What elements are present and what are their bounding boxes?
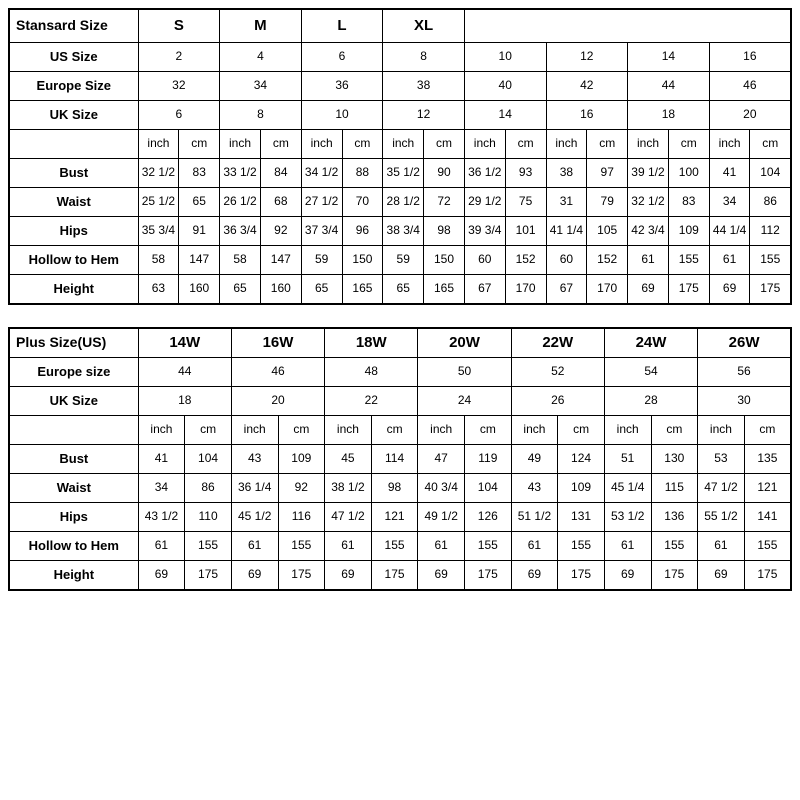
plus-value-cell: 41: [138, 445, 185, 474]
standard-value-cell: 34: [220, 72, 302, 101]
standard-value-cell: 160: [260, 275, 301, 305]
standard-value-cell: 69: [709, 275, 750, 305]
standard-value-cell: 37 3/4: [301, 217, 342, 246]
standard-value-cell: 65: [179, 188, 220, 217]
standard-value-cell: 59: [383, 246, 424, 275]
plus-row-label: [9, 416, 138, 445]
standard-unit-cell: cm: [587, 130, 628, 159]
plus-value-cell: 56: [698, 358, 791, 387]
standard-row: [9, 188, 791, 217]
standard-value-cell: 42 3/4: [628, 217, 669, 246]
plus-value-cell: 104: [185, 445, 232, 474]
plus-row: [9, 387, 791, 416]
plus-value-cell: 28: [604, 387, 697, 416]
plus-row: [9, 503, 791, 532]
standard-value-cell: 86: [750, 188, 791, 217]
plus-row-label: UK Size: [9, 387, 138, 416]
standard-value-cell: 8: [220, 101, 302, 130]
standard-value-cell: 38: [383, 72, 465, 101]
plus-unit-cell: cm: [651, 416, 698, 445]
standard-row: [9, 275, 791, 305]
standard-unit-cell: inch: [220, 130, 261, 159]
standard-value-cell: 61: [709, 246, 750, 275]
plus-row-label: Hips: [9, 503, 138, 532]
standard-value-cell: 4: [220, 43, 302, 72]
plus-value-cell: 69: [325, 561, 372, 591]
plus-value-cell: 175: [185, 561, 232, 591]
plus-value-cell: 175: [371, 561, 418, 591]
plus-value-cell: 40 3/4: [418, 474, 465, 503]
plus-value-cell: 45 1/2: [231, 503, 278, 532]
standard-group-header: S: [138, 9, 220, 43]
standard-value-cell: 90: [424, 159, 465, 188]
plus-size-chart-block: [8, 327, 792, 591]
plus-row-label: Hollow to Hem: [9, 532, 138, 561]
plus-group-header: 20W: [418, 328, 511, 358]
standard-unit-cell: inch: [138, 130, 179, 159]
plus-value-cell: 51 1/2: [511, 503, 558, 532]
standard-value-cell: 10: [464, 43, 546, 72]
standard-value-cell: 170: [505, 275, 546, 305]
plus-value-cell: 34: [138, 474, 185, 503]
standard-row-label: Height: [9, 275, 138, 305]
standard-row: [9, 43, 791, 72]
plus-value-cell: 44: [138, 358, 231, 387]
standard-row: [9, 130, 791, 159]
plus-row-label: Bust: [9, 445, 138, 474]
plus-row: [9, 358, 791, 387]
standard-value-cell: 84: [260, 159, 301, 188]
plus-value-cell: 155: [465, 532, 512, 561]
plus-value-cell: 36 1/4: [231, 474, 278, 503]
plus-value-cell: 52: [511, 358, 604, 387]
plus-value-cell: 47 1/2: [325, 503, 372, 532]
plus-group-header: 26W: [698, 328, 791, 358]
standard-value-cell: 101: [505, 217, 546, 246]
standard-value-cell: 38: [546, 159, 587, 188]
plus-value-cell: 115: [651, 474, 698, 503]
standard-row: [9, 101, 791, 130]
standard-value-cell: 98: [424, 217, 465, 246]
plus-value-cell: 26: [511, 387, 604, 416]
standard-value-cell: 109: [668, 217, 709, 246]
standard-row: [9, 246, 791, 275]
plus-value-cell: 45: [325, 445, 372, 474]
plus-value-cell: 61: [231, 532, 278, 561]
plus-value-cell: 136: [651, 503, 698, 532]
standard-value-cell: 68: [260, 188, 301, 217]
standard-value-cell: 58: [138, 246, 179, 275]
standard-value-cell: 60: [546, 246, 587, 275]
standard-value-cell: 61: [628, 246, 669, 275]
plus-group-header: 18W: [325, 328, 418, 358]
standard-header-row: [9, 9, 791, 43]
plus-value-cell: 47: [418, 445, 465, 474]
plus-value-cell: 175: [744, 561, 791, 591]
plus-value-cell: 69: [698, 561, 745, 591]
plus-value-cell: 175: [558, 561, 605, 591]
standard-value-cell: 75: [505, 188, 546, 217]
standard-value-cell: 83: [668, 188, 709, 217]
standard-unit-cell: cm: [342, 130, 383, 159]
plus-value-cell: 43 1/2: [138, 503, 185, 532]
standard-value-cell: 150: [424, 246, 465, 275]
plus-value-cell: 18: [138, 387, 231, 416]
standard-value-cell: 12: [546, 43, 628, 72]
plus-row: [9, 445, 791, 474]
standard-value-cell: 175: [750, 275, 791, 305]
standard-row-label: [9, 130, 138, 159]
standard-value-cell: 152: [587, 246, 628, 275]
plus-value-cell: 124: [558, 445, 605, 474]
plus-group-header: 24W: [604, 328, 697, 358]
plus-value-cell: 175: [651, 561, 698, 591]
plus-unit-cell: cm: [185, 416, 232, 445]
standard-unit-cell: cm: [179, 130, 220, 159]
standard-row-label: Europe Size: [9, 72, 138, 101]
plus-value-cell: 109: [558, 474, 605, 503]
standard-value-cell: 44 1/4: [709, 217, 750, 246]
plus-value-cell: 61: [138, 532, 185, 561]
plus-value-cell: 20: [231, 387, 324, 416]
plus-value-cell: 47 1/2: [698, 474, 745, 503]
plus-value-cell: 53 1/2: [604, 503, 651, 532]
standard-value-cell: 65: [383, 275, 424, 305]
standard-value-cell: 96: [342, 217, 383, 246]
standard-value-cell: 150: [342, 246, 383, 275]
standard-value-cell: 36: [301, 72, 383, 101]
standard-value-cell: 147: [260, 246, 301, 275]
standard-value-cell: 6: [138, 101, 220, 130]
plus-value-cell: 61: [511, 532, 558, 561]
plus-value-cell: 155: [558, 532, 605, 561]
standard-size-chart-block: [8, 8, 792, 305]
standard-value-cell: 70: [342, 188, 383, 217]
standard-value-cell: 8: [383, 43, 465, 72]
plus-value-cell: 50: [418, 358, 511, 387]
plus-unit-cell: inch: [418, 416, 465, 445]
plus-value-cell: 175: [278, 561, 325, 591]
standard-row: [9, 159, 791, 188]
standard-value-cell: 63: [138, 275, 179, 305]
plus-group-header: 16W: [231, 328, 324, 358]
standard-unit-cell: inch: [464, 130, 505, 159]
standard-value-cell: 100: [668, 159, 709, 188]
standard-row-label: Bust: [9, 159, 138, 188]
standard-value-cell: 46: [709, 72, 791, 101]
plus-row: [9, 561, 791, 591]
plus-value-cell: 155: [744, 532, 791, 561]
plus-value-cell: 155: [371, 532, 418, 561]
plus-value-cell: 54: [604, 358, 697, 387]
standard-value-cell: 97: [587, 159, 628, 188]
standard-value-cell: 147: [179, 246, 220, 275]
standard-value-cell: 59: [301, 246, 342, 275]
standard-value-cell: 91: [179, 217, 220, 246]
standard-row: [9, 217, 791, 246]
standard-unit-cell: inch: [546, 130, 587, 159]
plus-unit-cell: cm: [465, 416, 512, 445]
plus-unit-cell: inch: [325, 416, 372, 445]
plus-value-cell: 49: [511, 445, 558, 474]
standard-value-cell: 58: [220, 246, 261, 275]
plus-value-cell: 135: [744, 445, 791, 474]
standard-value-cell: 27 1/2: [301, 188, 342, 217]
plus-value-cell: 38 1/2: [325, 474, 372, 503]
standard-value-cell: 41: [709, 159, 750, 188]
standard-value-cell: 31: [546, 188, 587, 217]
standard-row-label: Hips: [9, 217, 138, 246]
plus-unit-cell: inch: [231, 416, 278, 445]
plus-value-cell: 61: [418, 532, 465, 561]
standard-value-cell: 79: [587, 188, 628, 217]
standard-unit-cell: inch: [301, 130, 342, 159]
standard-group-header: XL: [383, 9, 465, 43]
plus-unit-cell: inch: [511, 416, 558, 445]
standard-value-cell: 65: [301, 275, 342, 305]
plus-size-chart-table: [8, 327, 792, 591]
standard-value-cell: 60: [464, 246, 505, 275]
plus-value-cell: 69: [511, 561, 558, 591]
standard-unit-cell: inch: [383, 130, 424, 159]
chart-separator: [8, 305, 792, 327]
standard-value-cell: 34: [709, 188, 750, 217]
standard-value-cell: 152: [505, 246, 546, 275]
plus-unit-cell: cm: [744, 416, 791, 445]
plus-value-cell: 69: [231, 561, 278, 591]
plus-value-cell: 155: [278, 532, 325, 561]
standard-value-cell: 36 3/4: [220, 217, 261, 246]
plus-value-cell: 46: [231, 358, 324, 387]
standard-value-cell: 41 1/4: [546, 217, 587, 246]
plus-value-cell: 121: [371, 503, 418, 532]
plus-row-label: Height: [9, 561, 138, 591]
plus-group-header: 14W: [138, 328, 231, 358]
standard-unit-cell: cm: [260, 130, 301, 159]
plus-row-label: Waist: [9, 474, 138, 503]
standard-row-label: US Size: [9, 43, 138, 72]
standard-value-cell: 165: [424, 275, 465, 305]
plus-unit-cell: inch: [138, 416, 185, 445]
standard-value-cell: 12: [383, 101, 465, 130]
standard-value-cell: 165: [342, 275, 383, 305]
plus-row: [9, 416, 791, 445]
standard-value-cell: 39 3/4: [464, 217, 505, 246]
standard-value-cell: 6: [301, 43, 383, 72]
standard-value-cell: 44: [628, 72, 710, 101]
plus-value-cell: 69: [138, 561, 185, 591]
standard-value-cell: 16: [546, 101, 628, 130]
plus-value-cell: 92: [278, 474, 325, 503]
plus-unit-cell: inch: [604, 416, 651, 445]
plus-row: [9, 474, 791, 503]
plus-value-cell: 114: [371, 445, 418, 474]
plus-value-cell: 48: [325, 358, 418, 387]
plus-value-cell: 43: [511, 474, 558, 503]
plus-unit-cell: inch: [698, 416, 745, 445]
standard-group-header: M: [220, 9, 302, 43]
plus-value-cell: 45 1/4: [604, 474, 651, 503]
standard-value-cell: 2: [138, 43, 220, 72]
plus-group-header: 22W: [511, 328, 604, 358]
standard-value-cell: 104: [750, 159, 791, 188]
standard-group-header: L: [301, 9, 383, 43]
standard-unit-cell: cm: [424, 130, 465, 159]
standard-value-cell: 34 1/2: [301, 159, 342, 188]
plus-value-cell: 49 1/2: [418, 503, 465, 532]
standard-value-cell: 20: [709, 101, 791, 130]
standard-value-cell: 170: [587, 275, 628, 305]
plus-value-cell: 61: [325, 532, 372, 561]
standard-row-label: UK Size: [9, 101, 138, 130]
plus-value-cell: 141: [744, 503, 791, 532]
plus-value-cell: 43: [231, 445, 278, 474]
plus-value-cell: 53: [698, 445, 745, 474]
plus-value-cell: 126: [465, 503, 512, 532]
plus-value-cell: 69: [604, 561, 651, 591]
standard-value-cell: 83: [179, 159, 220, 188]
standard-value-cell: 26 1/2: [220, 188, 261, 217]
standard-value-cell: 72: [424, 188, 465, 217]
standard-value-cell: 175: [668, 275, 709, 305]
standard-value-cell: 88: [342, 159, 383, 188]
plus-value-cell: 24: [418, 387, 511, 416]
standard-value-cell: 32: [138, 72, 220, 101]
plus-unit-cell: cm: [371, 416, 418, 445]
plus-value-cell: 109: [278, 445, 325, 474]
standard-value-cell: 16: [709, 43, 791, 72]
standard-value-cell: 14: [464, 101, 546, 130]
standard-value-cell: 105: [587, 217, 628, 246]
plus-value-cell: 69: [418, 561, 465, 591]
plus-value-cell: 121: [744, 474, 791, 503]
standard-value-cell: 32 1/2: [628, 188, 669, 217]
plus-value-cell: 116: [278, 503, 325, 532]
standard-value-cell: 69: [628, 275, 669, 305]
standard-value-cell: 33 1/2: [220, 159, 261, 188]
standard-value-cell: 28 1/2: [383, 188, 424, 217]
standard-unit-cell: inch: [709, 130, 750, 159]
standard-value-cell: 25 1/2: [138, 188, 179, 217]
standard-corner-label: Stansard Size: [9, 9, 138, 43]
standard-row: [9, 72, 791, 101]
standard-row-label: Hollow to Hem: [9, 246, 138, 275]
plus-unit-cell: cm: [278, 416, 325, 445]
standard-size-chart-table: [8, 8, 792, 305]
plus-value-cell: 130: [651, 445, 698, 474]
standard-value-cell: 35 3/4: [138, 217, 179, 246]
plus-value-cell: 155: [651, 532, 698, 561]
plus-row-label: Europe size: [9, 358, 138, 387]
standard-value-cell: 112: [750, 217, 791, 246]
plus-value-cell: 86: [185, 474, 232, 503]
standard-value-cell: 67: [464, 275, 505, 305]
plus-header-row: [9, 328, 791, 358]
plus-value-cell: 61: [604, 532, 651, 561]
standard-value-cell: 155: [668, 246, 709, 275]
plus-value-cell: 119: [465, 445, 512, 474]
standard-unit-cell: inch: [628, 130, 669, 159]
standard-unit-cell: cm: [750, 130, 791, 159]
standard-value-cell: 160: [179, 275, 220, 305]
standard-unit-cell: cm: [668, 130, 709, 159]
plus-value-cell: 104: [465, 474, 512, 503]
plus-value-cell: 22: [325, 387, 418, 416]
plus-value-cell: 155: [185, 532, 232, 561]
standard-value-cell: 40: [464, 72, 546, 101]
standard-value-cell: 35 1/2: [383, 159, 424, 188]
standard-value-cell: 93: [505, 159, 546, 188]
standard-value-cell: 38 3/4: [383, 217, 424, 246]
standard-value-cell: 36 1/2: [464, 159, 505, 188]
plus-value-cell: 110: [185, 503, 232, 532]
plus-value-cell: 98: [371, 474, 418, 503]
plus-value-cell: 51: [604, 445, 651, 474]
standard-value-cell: 155: [750, 246, 791, 275]
standard-value-cell: 29 1/2: [464, 188, 505, 217]
standard-value-cell: 39 1/2: [628, 159, 669, 188]
standard-unit-cell: cm: [505, 130, 546, 159]
plus-value-cell: 61: [698, 532, 745, 561]
plus-value-cell: 55 1/2: [698, 503, 745, 532]
standard-value-cell: 67: [546, 275, 587, 305]
plus-value-cell: 175: [465, 561, 512, 591]
plus-unit-cell: cm: [558, 416, 605, 445]
standard-value-cell: 32 1/2: [138, 159, 179, 188]
standard-value-cell: 92: [260, 217, 301, 246]
plus-row: [9, 532, 791, 561]
standard-value-cell: 10: [301, 101, 383, 130]
standard-value-cell: 42: [546, 72, 628, 101]
plus-value-cell: 30: [698, 387, 791, 416]
standard-value-cell: 65: [220, 275, 261, 305]
plus-value-cell: 131: [558, 503, 605, 532]
plus-corner-label: Plus Size(US): [9, 328, 138, 358]
standard-value-cell: 14: [628, 43, 710, 72]
standard-row-label: Waist: [9, 188, 138, 217]
standard-value-cell: 18: [628, 101, 710, 130]
